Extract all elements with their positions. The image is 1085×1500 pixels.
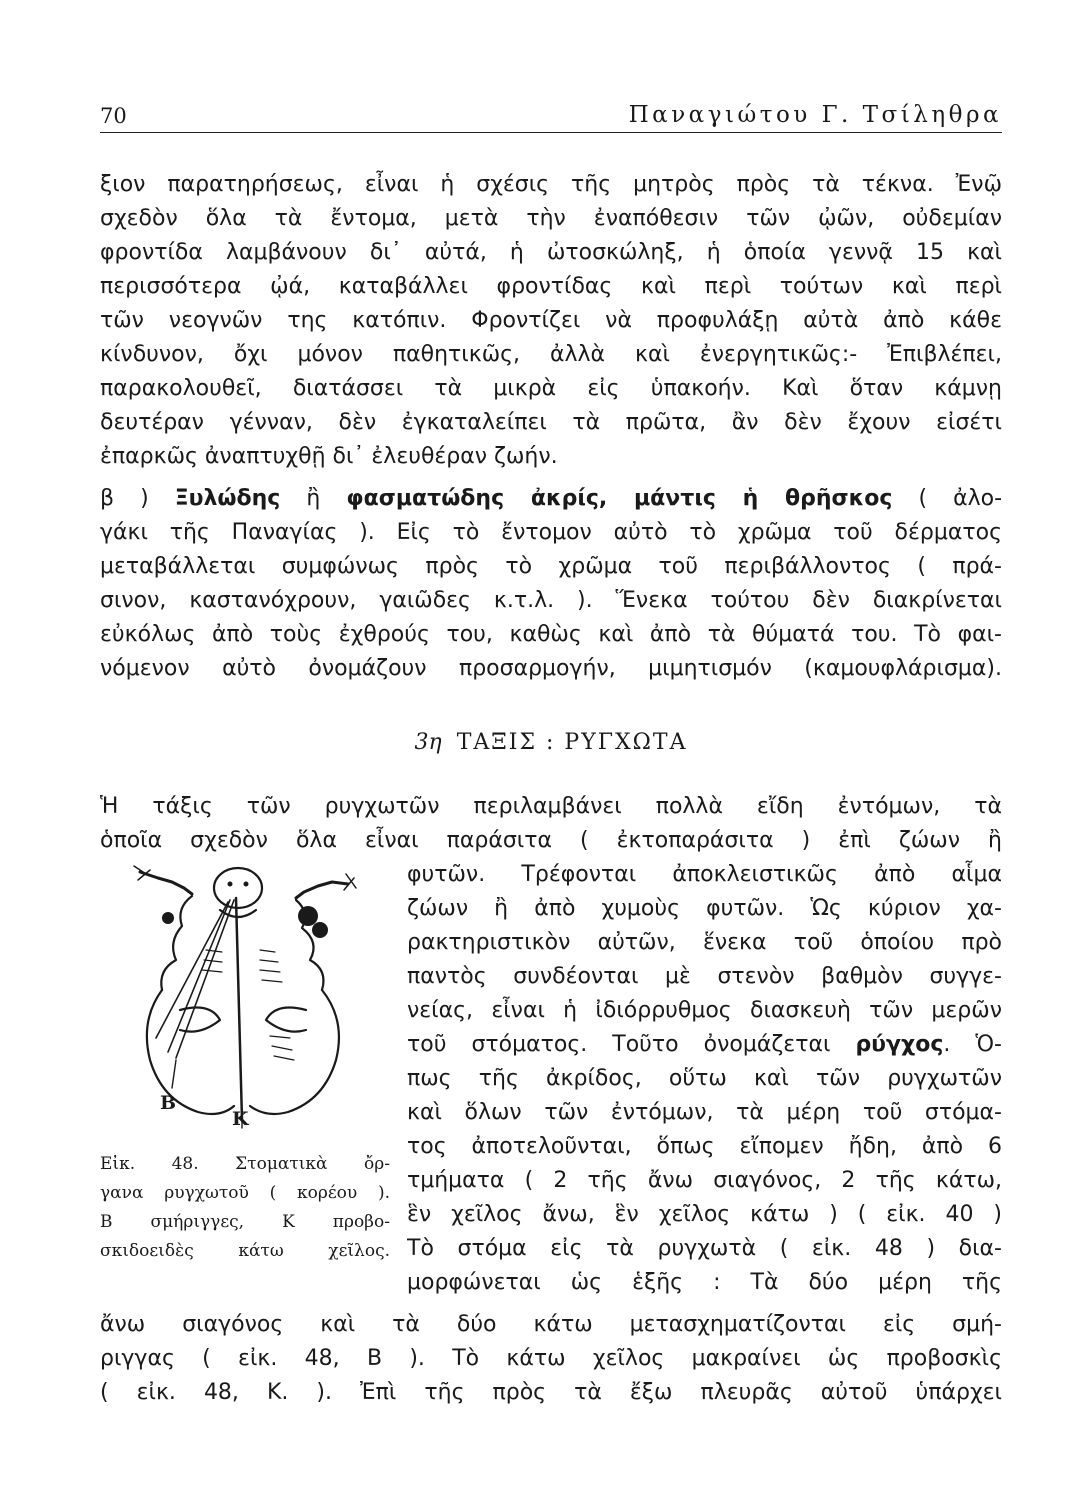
text-line: εὐκόλως ἀπὸ τοὺς ἐχθρούς του, καθὼς καὶ ἀπὸ τὰ θύματά του. Τὸ φαι-	[100, 622, 1002, 647]
text-line: μορφώνεται ὡς ἑξῆς : Τὰ δύο μέρη τῆς	[407, 1270, 1002, 1295]
text-line: παρακολουθεῖ, διατάσσει τὰ μικρὰ εἰς ὑπακοήν. Καὶ ὅταν κάμνῃ	[100, 376, 1002, 401]
text-line: δευτέραν γένναν, δὲν ἐγκαταλείπει τὰ πρῶτα, ἂν δὲν ἔχουν εἰσέτι	[100, 410, 1002, 435]
text-line: ζώων ἢ ἀπὸ χυμοὺς φυτῶν. Ὡς κύριον χα-	[407, 896, 1002, 921]
text-line: περισσότερα ᾠά, καταβάλλει φροντίδας καὶ περὶ τούτων καὶ περὶ	[100, 274, 1002, 299]
text-line: γάκι τῆς Παναγίας ). Εἰς τὸ ἔντομον αὐτὸ τὸ χρῶμα τοῦ δέρματος	[100, 520, 1002, 545]
text-line: ἐπαρκῶς ἀναπτυχθῇ δι᾽ ἐλευθέραν ζωήν.	[100, 444, 558, 469]
text-line: τος ἀποτελοῦνται, ὅπως εἴπομεν ἤδη, ἀπὸ 6	[407, 1134, 1002, 1159]
text-line: ἄνω σιαγόνος καὶ τὰ δύο κάτω μετασχηματίζονται εἰς σμή-	[100, 1312, 1002, 1337]
text-line: κίνδυνον, ὄχι μόνον παθητικῶς, ἀλλὰ καὶ ἐνεργητικῶς:- Ἐπιβλέπει,	[100, 342, 1002, 367]
text-line: ριγγας ( εἰκ. 48, Β ). Τὸ κάτω χεῖλος μακραίνει ὡς προβοσκὶς	[100, 1346, 1002, 1371]
term-rygchos: ρύγχος	[855, 1032, 944, 1057]
text-line: μεταβάλλεται συμφώνως πρὸς τὸ χρῶμα τοῦ περιβάλλοντος ( πρά-	[100, 554, 1002, 579]
caption-line: Β σμήριγγες, Κ προβο-	[100, 1212, 390, 1232]
figure-48-mouthparts	[110, 860, 390, 1130]
caption-line: Εἰκ. 48. Στοματικὰ ὄρ-	[100, 1154, 390, 1174]
text-line: καὶ ὅλων τῶν ἐντόμων, τὰ μέρη τοῦ στόμα-	[407, 1100, 1002, 1125]
term-mantis: φασματώδης ἀκρίς, μάντις ἡ θρῆσκος	[346, 486, 893, 511]
text-line: ἓν χεῖλος ἄνω, ἓν χεῖλος κάτω ) ( εἰκ. 40 )	[407, 1202, 1002, 1227]
text-line: Ἡ τάξις τῶν ρυγχωτῶν περιλαμβάνει πολλὰ εἴδη ἐντόμων, τὰ	[100, 794, 1002, 819]
term-xylodis: Ξυλώδης	[174, 486, 281, 511]
line-text: τοῦ στόματος. Τοῦτο ὀνομάζεται	[407, 1032, 831, 1057]
section-title: ΤΑΞΙΣ : ΡΥΓΧΩΤΑ	[456, 730, 688, 755]
section-number: 3η	[414, 730, 442, 755]
line-tail: ( ἀλο-	[918, 486, 1002, 511]
text-line: πως τῆς ἀκρίδος, οὕτω καὶ τῶν ρυγχωτῶν	[407, 1066, 1002, 1091]
line-tail: . Ὁ-	[943, 1032, 1002, 1057]
text-line: ξιον παρατηρήσεως, εἶναι ἡ σχέσις τῆς μητρὸς πρὸς τὰ τέκνα. Ἐνῷ	[100, 172, 1002, 197]
figure-label-k: Κ	[232, 1108, 249, 1130]
text-line: φροντίδα λαμβάνουν δι᾽ αὐτά, ἡ ὠτοσκώληξ, ἡ ὁποία γεννᾷ 15 καὶ	[100, 240, 1002, 265]
text-line: ( εἰκ. 48, Κ. ). Ἐπὶ τῆς πρὸς τὰ ἔξω πλευρᾶς αὐτοῦ ὑπάρχει	[100, 1380, 1002, 1405]
page-header	[100, 100, 1002, 133]
page-number: 70	[100, 104, 127, 128]
text-line: τμήματα ( 2 τῆς ἄνω σιαγόνος, 2 τῆς κάτω,	[407, 1168, 1002, 1193]
running-head: Παναγιώτου Γ. Τσίληθρα	[628, 102, 1002, 128]
connector-word: ἢ	[306, 486, 321, 511]
text-line: φυτῶν. Τρέφονται ἀποκλειστικῶς ἀπὸ αἷμα	[407, 862, 1002, 887]
mouthparts-illustration	[110, 860, 390, 1130]
text-line: νόμενον αὐτὸ ὀνομάζουν προσαρμογήν, μιμητισμόν (καμουφλάρισμα).	[100, 656, 1002, 681]
text-line: Τὸ στόμα εἰς τὰ ρυγχωτὰ ( εἰκ. 48 ) δια-	[407, 1236, 1002, 1261]
text-line: σχεδὸν ὅλα τὰ ἔντομα, μετὰ τὴν ἐναπόθεσιν τῶν ᾠῶν, οὐδεμίαν	[100, 206, 1002, 231]
text-line: νείας, εἶναι ἡ ἰδιόρρυθμος διασκευὴ τῶν μερῶν	[407, 998, 1002, 1023]
text-line: σινον, καστανόχρουν, γαιῶδες κ.τ.λ. ). Ἕνεκα τούτου δὲν διακρίνεται	[100, 588, 1002, 613]
text-line-with-term	[407, 1030, 1002, 1060]
text-line: τῶν νεογνῶν της κατόπιν. Φροντίζει νὰ προφυλάξῃ αὐτὰ ἀπὸ κάθε	[100, 308, 1002, 333]
section-heading	[100, 730, 1002, 755]
text-line: ὁποῖα σχεδὸν ὅλα εἶναι παράσιτα ( ἐκτοπαράσιτα ) ἐπὶ ζώων ἢ	[100, 828, 1002, 853]
figure-caption	[100, 1150, 390, 1266]
list-marker: β )	[100, 486, 149, 511]
text-line: παντὸς συνδέονται μὲ στενὸν βαθμὸν συγγε-	[407, 964, 1002, 989]
text-line: ρακτηριστικὸν αὐτῶν, ἕνεκα τοῦ ὁποίου πρὸ	[407, 930, 1002, 955]
figure-label-b: Β	[160, 1092, 177, 1114]
caption-line: γανα ρυγχωτοῦ ( κορέου ).	[100, 1183, 390, 1203]
caption-line: σκιδοειδὲς κάτω χεῖλος.	[100, 1241, 390, 1261]
paragraph-2-first-line	[100, 484, 1002, 514]
